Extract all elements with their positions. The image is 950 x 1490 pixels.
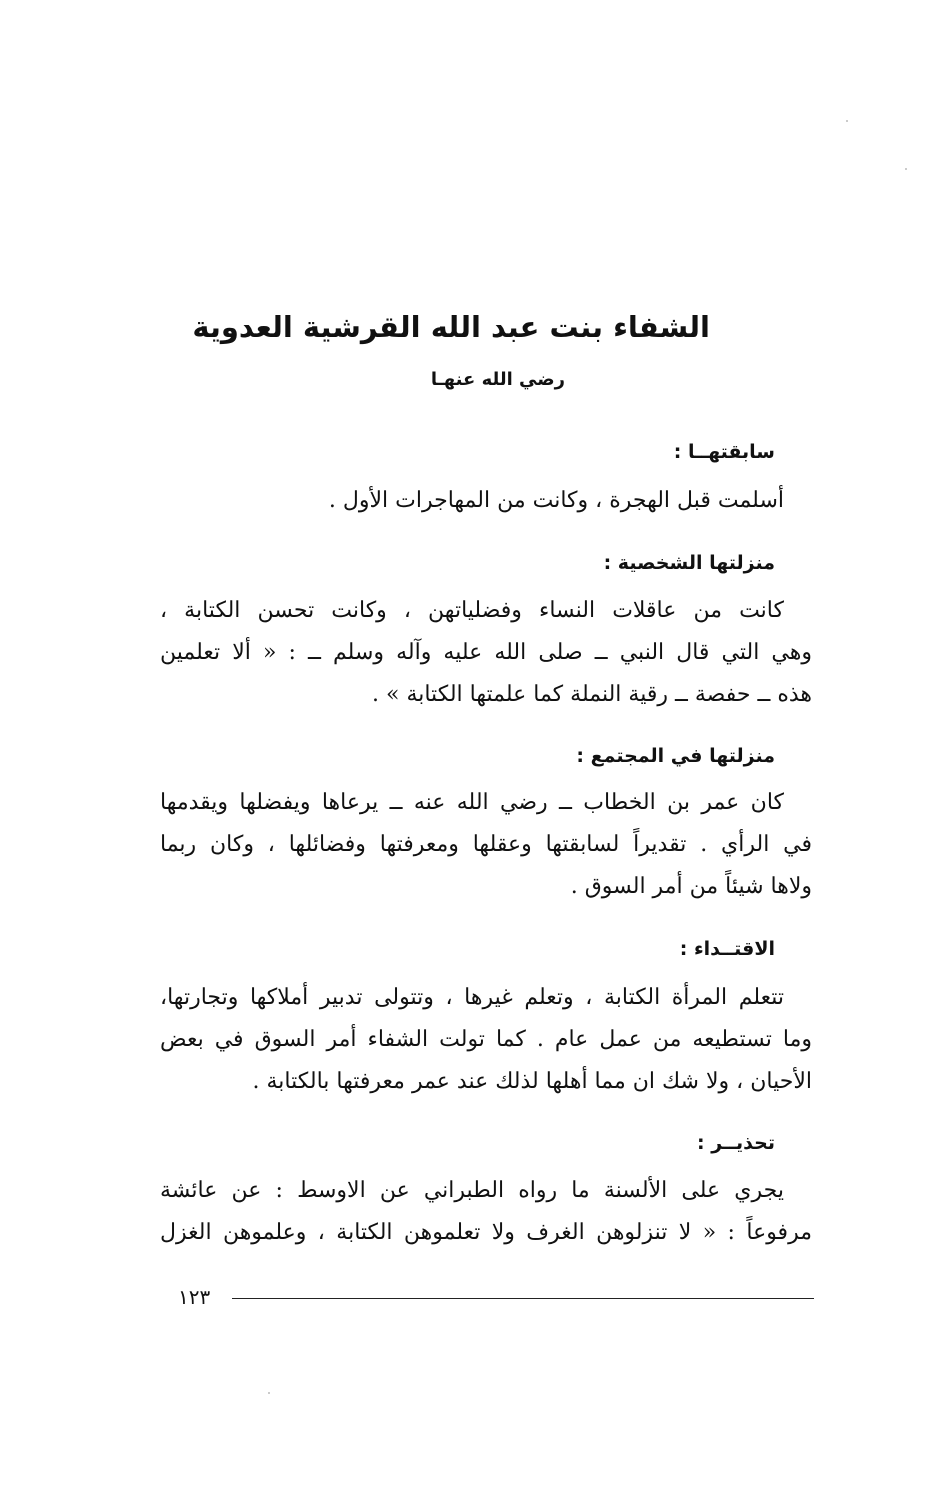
paragraph-line: مرفوعاً : « لا تنزلوهن الغرف ولا تعلموهن الكتابة ، وعلموهن الغزل bbox=[160, 1220, 812, 1245]
section-heading-precedence: سابقتهــا : bbox=[673, 441, 775, 463]
scan-speck bbox=[846, 120, 848, 122]
paragraph-line: في الرأي . تقديراً لسابقتها وعقلها ومعرفتها وفضائلها ، وكان ربما bbox=[160, 832, 812, 857]
paragraph-line: الأحيان ، ولا شك ان مما أهلها لذلك عند عمر معرفتها بالكتابة . bbox=[252, 1069, 812, 1094]
scan-speck bbox=[905, 168, 907, 170]
section-heading-personal-status: منزلتها الشخصية : bbox=[603, 552, 775, 574]
section-body-emulation bbox=[160, 977, 812, 1103]
paragraph-line: كان عمر بن الخطاب ــ رضي الله عنه ــ يرعاها ويفضلها ويقدمها bbox=[160, 790, 784, 815]
section-heading-emulation: الاقتــداء : bbox=[679, 938, 775, 960]
paragraph-line: وهي التي قال النبي ــ صلى الله عليه وآله وسلم ــ : « ألا تعلمين bbox=[160, 640, 812, 665]
paragraph-line: وما تستطيعه من عمل عام . كما تولت الشفاء أمر السوق في بعض bbox=[160, 1027, 812, 1052]
paragraph-line: أسلمت قبل الهجرة ، وكانت من المهاجرات الأول . bbox=[328, 488, 784, 513]
section-body-precedence bbox=[160, 480, 812, 522]
section-heading-social-status: منزلتها في المجتمع : bbox=[576, 745, 775, 767]
paragraph-line: ولاها شيئاً من أمر السوق . bbox=[570, 874, 812, 899]
section-body-warning bbox=[160, 1170, 812, 1254]
section-body-personal-status bbox=[160, 590, 812, 716]
page-subtitle: رضي الله عنهـا bbox=[430, 369, 565, 390]
page-number: ١٢٣ bbox=[178, 1285, 211, 1309]
paragraph-line: تتعلم المرأة الكتابة ، وتعلم غيرها ، وتتولى تدبير أملاكها وتجارتها، bbox=[160, 985, 784, 1010]
section-body-social-status bbox=[160, 782, 812, 908]
paragraph-line: هذه ــ حفصة ــ رقية النملة كما علمتها الكتابة » . bbox=[372, 682, 812, 707]
paragraph-line: يجري على الألسنة ما رواه الطبراني عن الاوسط : عن عائشة bbox=[160, 1178, 784, 1203]
page-title: الشفاء بنت عبد الله القرشية العدوية bbox=[192, 310, 710, 344]
footer-divider bbox=[232, 1298, 814, 1299]
paragraph-line: كانت من عاقلات النساء وفضلياتهن ، وكانت تحسن الكتابة ، bbox=[160, 598, 784, 623]
scan-speck bbox=[268, 1392, 270, 1394]
section-heading-warning: تحذيــر : bbox=[697, 1132, 775, 1154]
